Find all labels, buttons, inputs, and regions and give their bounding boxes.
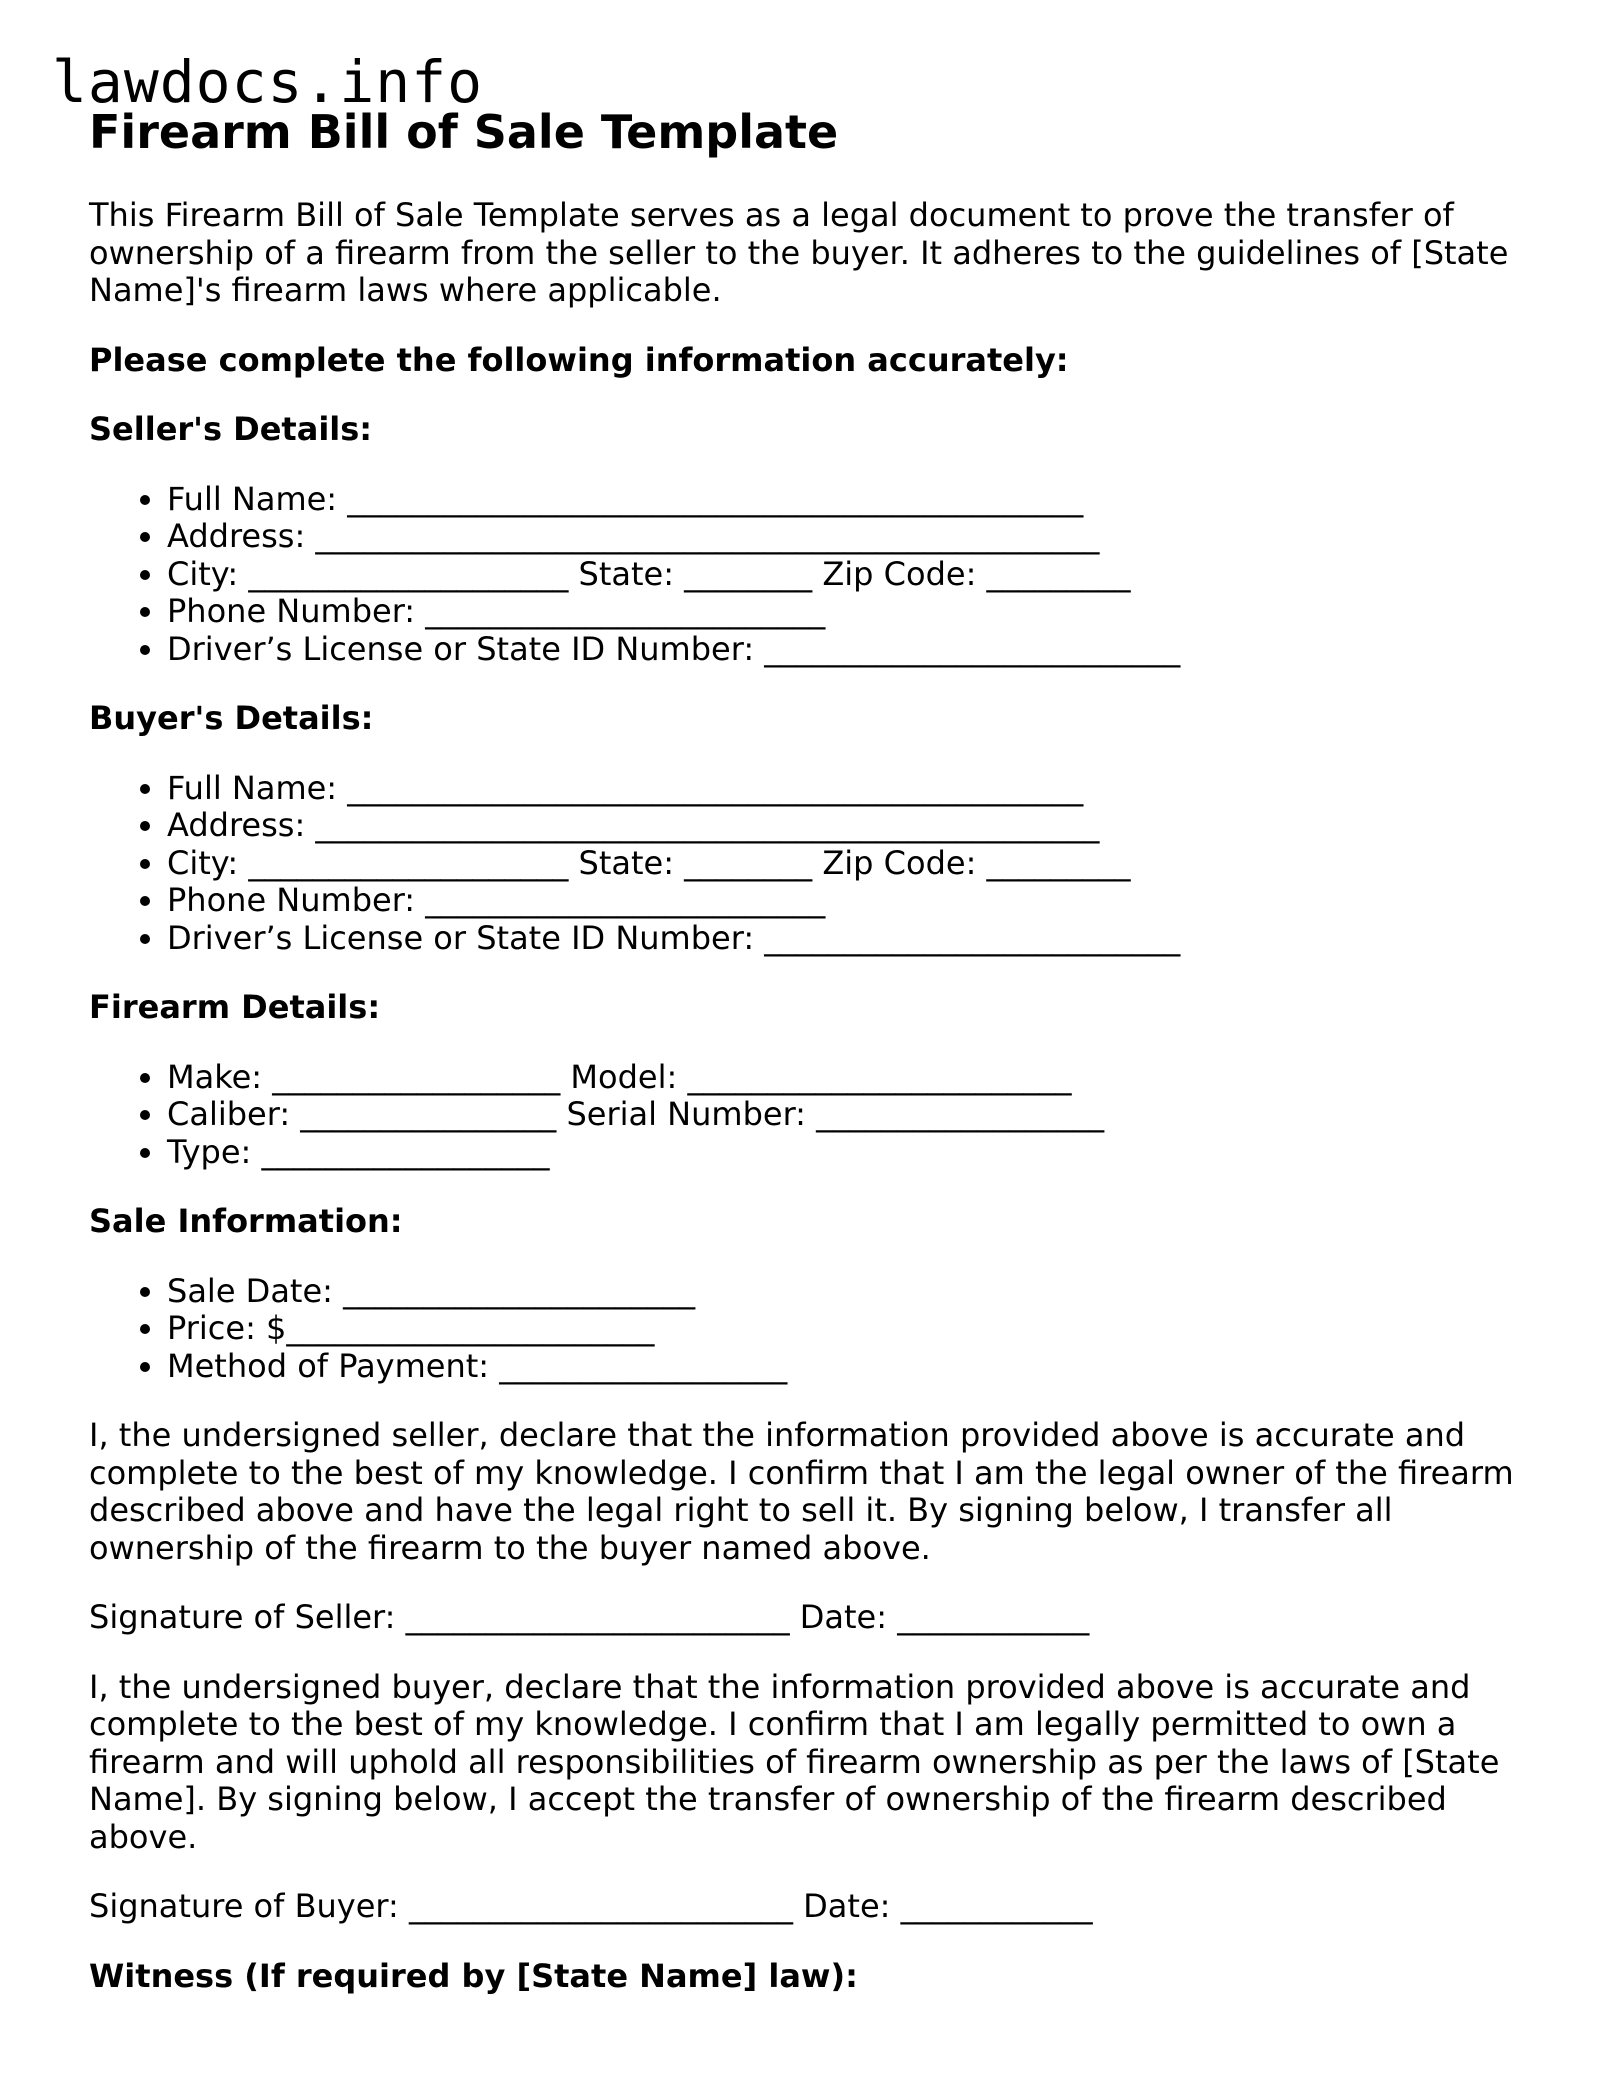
sale-date-field: • Sale Date: ______________________ [167, 1273, 1529, 1311]
intro-paragraph: This Firearm Bill of Sale Template serves as a legal document to prove the transfer of ownership of a firearm from the seller to the buyer. It adheres to the guidelines of [State Name]'s firearm laws where applicable. [89, 196, 1509, 309]
buyer-license-field: • Driver’s License or State ID Number: __________________________ [167, 920, 1529, 958]
buyer-full-name-field: • Full Name: ______________________________________________ [167, 770, 1529, 808]
firearm-caliber-serial-field: • Caliber: ________________ Serial Number: __________________ [167, 1096, 1529, 1134]
buyer-declaration: I, the undersigned buyer, declare that the information provided above is accurate and complete to the best of my knowledge. I confirm that I am legally permitted to own a firearm and will uphold all responsibilities of firearm ownership as per the laws of [State Name]. By signing below, I accept the transfer of ownership of the firearm described above. [89, 1667, 1500, 1856]
sale-information-list [89, 1273, 1529, 1386]
seller-phone-field: • Phone Number: _________________________ [167, 593, 1529, 631]
buyer-signature-line: Signature of Buyer: ________________________ Date: ____________ [89, 1887, 1093, 1925]
buyer-address-field: • Address: _________________________________________________ [167, 807, 1529, 845]
seller-address-field: • Address: _________________________________________________ [167, 518, 1529, 556]
firearm-details-heading: Firearm Details: [89, 988, 381, 1026]
buyer-city-state-zip-field: • City: ____________________ State: ________ Zip Code: _________ [167, 845, 1529, 883]
firearm-details-list [89, 1059, 1529, 1172]
seller-details-list [89, 481, 1529, 669]
seller-full-name-field: • Full Name: ______________________________________________ [167, 481, 1529, 519]
payment-method-field: • Method of Payment: __________________ [167, 1348, 1529, 1386]
seller-details-heading: Seller's Details: [89, 410, 373, 448]
seller-city-state-zip-field: • City: ____________________ State: ________ Zip Code: _________ [167, 556, 1529, 594]
witness-heading: Witness (If required by [State Name] law): [89, 1956, 858, 1995]
sale-price-field: • Price: $_______________________ [167, 1310, 1529, 1348]
sale-information-heading: Sale Information: [89, 1202, 403, 1240]
firearm-type-field: • Type: __________________ [167, 1134, 1529, 1172]
seller-license-field: • Driver’s License or State ID Number: __________________________ [167, 631, 1529, 669]
firearm-make-model-field: • Make: __________________ Model: ________________________ [167, 1059, 1529, 1097]
document-page [89, 102, 1529, 2027]
instruction-text: Please complete the following information accurately: [89, 340, 1069, 379]
site-logo: lawdocs.info [52, 48, 484, 116]
document-title: Firearm Bill of Sale Template [89, 105, 839, 159]
seller-signature-line: Signature of Seller: ________________________ Date: ____________ [89, 1598, 1090, 1636]
buyer-phone-field: • Phone Number: _________________________ [167, 882, 1529, 920]
buyer-details-list [89, 770, 1529, 958]
seller-declaration: I, the undersigned seller, declare that the information provided above is accurate and complete to the best of my knowledge. I confirm that I am the legal owner of the firearm described above and have the legal right to sell it. By signing below, I transfer all ownership of the firearm to the buyer named above. [89, 1416, 1514, 1567]
buyer-details-heading: Buyer's Details: [89, 699, 374, 737]
